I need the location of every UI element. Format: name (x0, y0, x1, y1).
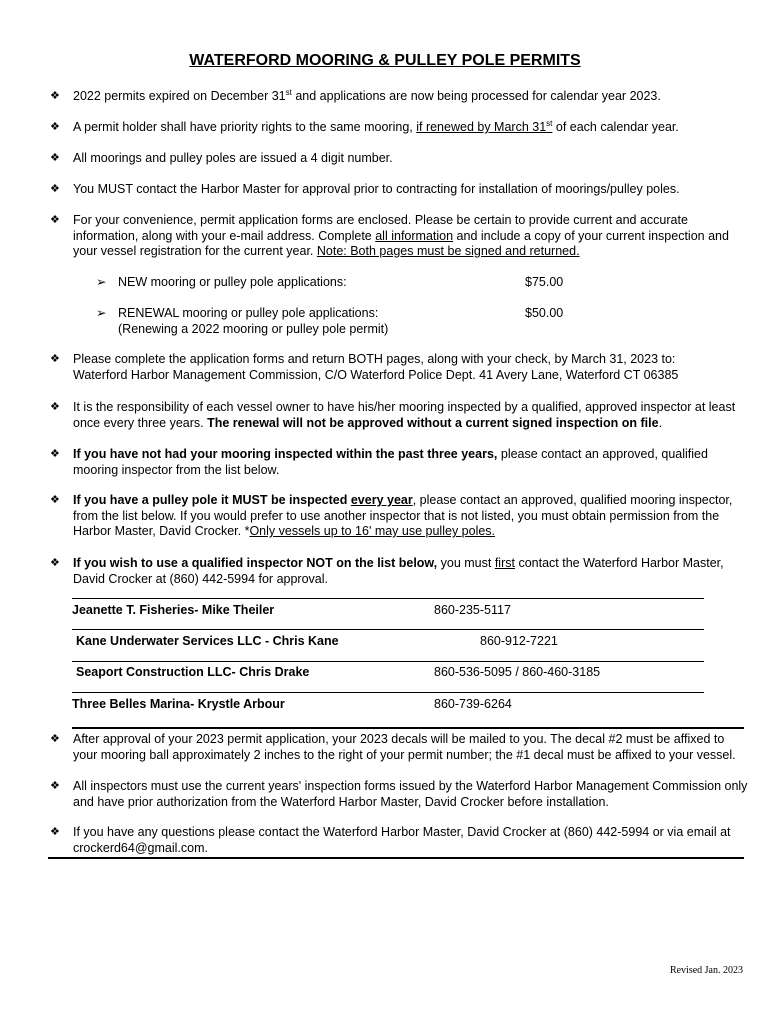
diamond-bullet-icon: ❖ (50, 826, 60, 838)
inspector-name: Kane Underwater Services LLC - Chris Kane (76, 634, 339, 648)
section-rule (48, 857, 744, 859)
fee-renewal-amount: $50.00 (525, 306, 564, 320)
inspector-name: Jeanette T. Fisheries- Mike Theiler (72, 603, 275, 617)
list-item: ❖ All inspectors must use the current years' inspection forms issued by the Waterford Harbor Management Commission only and have prior authorization from the Waterford Harbor Master, David Crocker before installation. (50, 779, 748, 809)
inspector-name: Three Belles Marina- Krystle Arbour (72, 697, 285, 711)
list-item: ❖ If you have any questions please contact the Waterford Harbor Master, David Crocker at (860) 442-5994 or via email at crockerd64@gmail.com. (50, 825, 731, 855)
list-item: ❖ It is the responsibility of each vessel owner to have his/her mooring inspected by a qualified, approved inspector at least once every three years. The renewal will not be approved without a current signed inspection on file. (50, 400, 736, 430)
inspector-phone: 860-912-7221 (480, 634, 558, 648)
list-item: ❖ All moorings and pulley poles are issued a 4 digit number. (50, 151, 393, 165)
diamond-bullet-icon: ❖ (50, 121, 60, 133)
diamond-bullet-icon: ❖ (50, 557, 60, 569)
fee-renewal-label: ➢ RENEWAL mooring or pulley pole applications: (Renewing a 2022 mooring or pulley pole permit) (96, 306, 389, 336)
arrow-bullet-icon: ➢ (96, 275, 107, 289)
inspector-phone: 860-235-5117 (434, 603, 511, 617)
diamond-bullet-icon: ❖ (50, 401, 60, 413)
diamond-bullet-icon: ❖ (50, 152, 60, 164)
inspector-phone: 860-536-5095 / 860-460-3185 (434, 665, 601, 679)
inspector-name: Seaport Construction LLC- Chris Drake (76, 665, 310, 679)
diamond-bullet-icon: ❖ (50, 448, 60, 460)
diamond-bullet-icon: ❖ (50, 494, 60, 506)
arrow-bullet-icon: ➢ (96, 306, 107, 320)
diamond-bullet-icon: ❖ (50, 353, 60, 365)
list-item: ❖ 2022 permits expired on December 31st and applications are now being processed for calendar year 2023. (50, 87, 661, 103)
revision-note: Revised Jan. 2023 (669, 965, 743, 976)
divider (72, 661, 704, 662)
diamond-bullet-icon: ❖ (50, 733, 60, 745)
section-rule (72, 727, 744, 729)
divider (72, 598, 704, 599)
fee-new-amount: $75.00 (525, 275, 564, 289)
divider (72, 629, 704, 630)
diamond-bullet-icon: ❖ (50, 780, 60, 792)
diamond-bullet-icon: ❖ (50, 214, 60, 226)
diamond-bullet-icon: ❖ (50, 183, 60, 195)
diamond-bullet-icon: ❖ (50, 90, 60, 102)
list-item: ❖ After approval of your 2023 permit application, your 2023 decals will be mailed to you. The decal #2 must be affixed to your mooring ball approximately 2 inches to the right of your permit number; the #1 decal must be affixed to your vessel. (50, 732, 736, 762)
fee-new-label: ➢ NEW mooring or pulley pole applications: (96, 275, 347, 289)
inspector-phone: 860-739-6264 (434, 697, 512, 711)
list-item: ❖ If you have a pulley pole it MUST be inspected every year, please contact an approved, qualified mooring inspector, from the list below. If you would prefer to use another inspector that is not listed, you must obtain permission from the Harbor Master, David Crocker. *Only vessels up to 16' may use pulley poles. (50, 493, 733, 538)
list-item: ❖ For your convenience, permit application forms are enclosed. Please be certain to provide current and accurate information, along with your e-mail address. Complete all information and include a copy of your current inspection and your vessel registration for the current year. Note: Both pages must be signed and returned. (50, 213, 729, 258)
divider (72, 692, 704, 693)
page-title: WATERFORD MOORING & PULLEY POLE PERMITS (189, 52, 581, 69)
list-item: ❖ If you wish to use a qualified inspector NOT on the list below, you must first contact the Waterford Harbor Master, David Crocker at (860) 442-5994 for approval. (50, 556, 724, 586)
list-item: ❖ A permit holder shall have priority rights to the same mooring, if renewed by March 31st of each calendar year. (50, 118, 679, 134)
list-item: ❖ If you have not had your mooring inspected within the past three years, please contact an approved, qualified mooring inspector from the list below. (50, 447, 708, 477)
list-item: ❖ You MUST contact the Harbor Master for approval prior to contracting for installation of moorings/pulley poles. (50, 182, 680, 196)
list-item: ❖ Please complete the application forms and return BOTH pages, along with your check, by March 31, 2023 to: Waterford Harbor Management Commission, C/O Waterford Police Dept. 41 Avery Lane, Waterford CT 06385 (50, 352, 679, 382)
